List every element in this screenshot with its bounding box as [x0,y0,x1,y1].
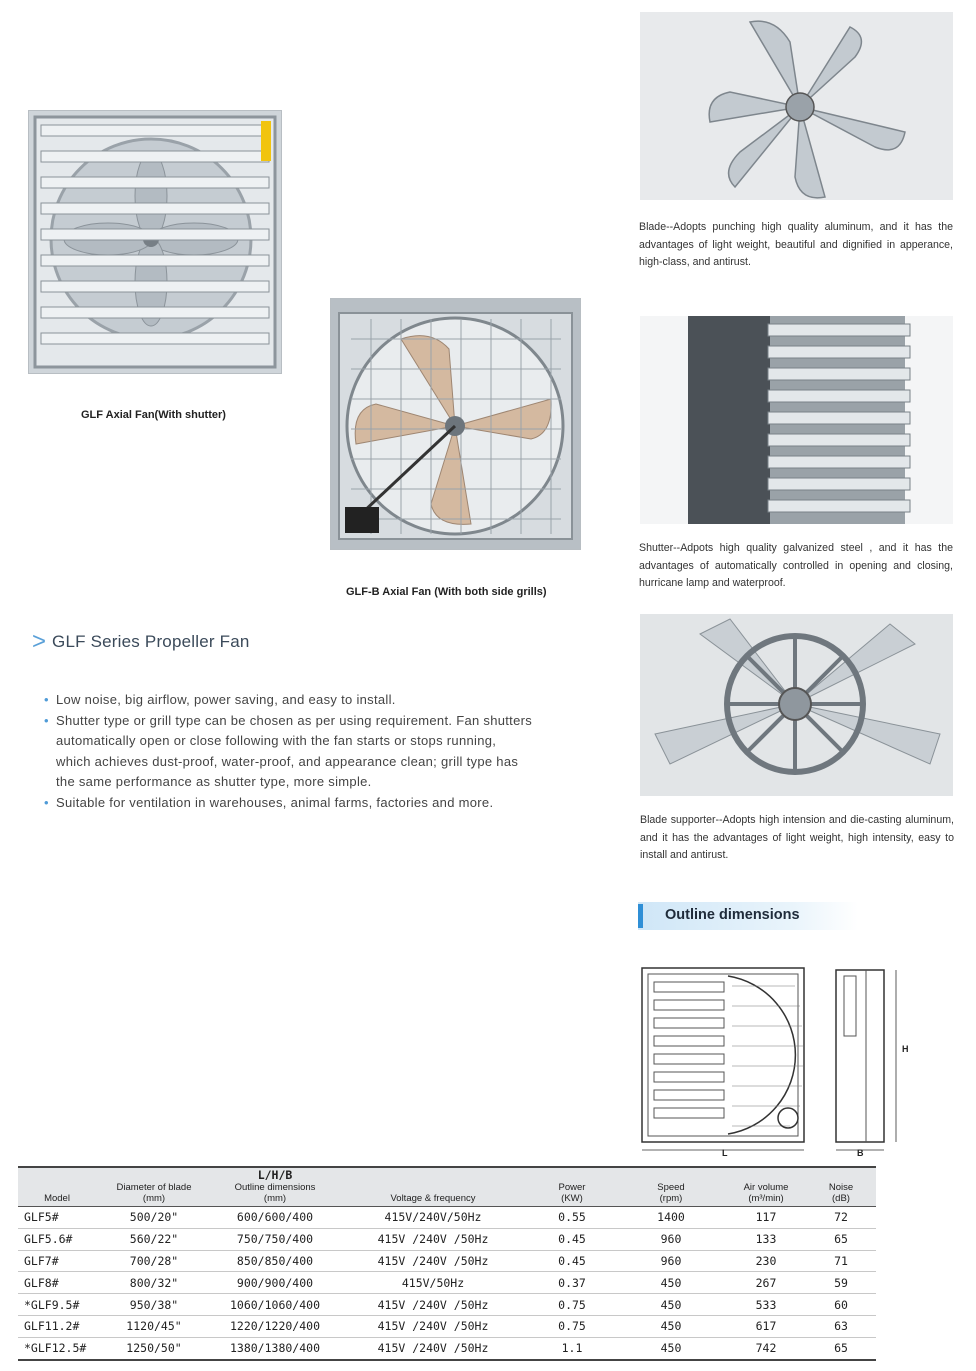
cell-outline: 600/600/400 [212,1207,338,1229]
header-model: Model [18,1167,96,1207]
cell-air-volume: 117 [726,1207,806,1229]
dimension-b-label: B [857,1148,864,1158]
cell-speed: 450 [616,1272,726,1294]
header-power: Power (KW) [528,1167,616,1207]
cell-power: 1.1 [528,1337,616,1359]
cell-power: 0.45 [528,1228,616,1250]
shutter-photo [640,316,953,524]
fan-shutter-illustration [29,111,281,373]
cell-model: *GLF9.5# [18,1294,96,1316]
table-row [18,1207,876,1229]
header-diameter: Diameter of blade (mm) [96,1167,212,1207]
cell-power: 0.45 [528,1250,616,1272]
glf-caption: GLF Axial Fan(With shutter) [81,409,226,421]
cell-outline: 1380/1380/400 [212,1337,338,1359]
blade-description: Blade--Adopts punching high quality aluminum, and it has the advantages of light weight, beautiful and dignified in apperance, high-class, and antirust. [639,221,953,269]
cell-noise: 71 [806,1250,876,1272]
cell-voltage: 415V /240V /50Hz [338,1228,528,1250]
blade-photo [640,12,953,200]
cell-air-volume: 230 [726,1250,806,1272]
header-air-volume: Air volume (m³/min) [726,1167,806,1207]
cell-speed: 960 [616,1228,726,1250]
cell-noise: 65 [806,1228,876,1250]
outline-drawing [640,966,920,1162]
cell-model: GLF7# [18,1250,96,1272]
table-header-row [18,1167,876,1207]
cell-speed: 960 [616,1250,726,1272]
cell-diameter: 500/20" [96,1207,212,1229]
cell-outline: 1060/1060/400 [212,1294,338,1316]
cell-power: 0.55 [528,1207,616,1229]
cell-voltage: 415V /240V /50Hz [338,1250,528,1272]
cell-speed: 450 [616,1315,726,1337]
cell-model: *GLF12.5# [18,1337,96,1359]
dimension-l-label: L [722,1148,728,1158]
cell-outline: 900/900/400 [212,1272,338,1294]
section-title: GLF Series Propeller Fan [52,632,250,651]
feature-item: • Shutter type or grill type can be chosen as per using requirement. Fan shutters automatically open or close following with the fan starts or stops running, which achieves dust-proof, water-proof, and appearance clean; grill type has the same performance as shutter type, more simple. [44,711,534,793]
header-speed: Speed (rpm) [616,1167,726,1207]
cell-outline: 850/850/400 [212,1250,338,1272]
table-row [18,1294,876,1316]
supporter-description: Blade supporter--Adopts high intension and die-casting aluminum, and it has the advantages of light weight, high intensity, easy to install and antirust. [640,814,954,862]
outline-title: Outline dimensions [665,907,800,923]
section-heading [32,630,250,654]
cell-diameter: 950/38" [96,1294,212,1316]
cell-outline: 750/750/400 [212,1228,338,1250]
shutter-illustration [640,316,953,524]
cell-diameter: 800/32" [96,1272,212,1294]
header-outline: L/H/B Outline dimensions (mm) [212,1167,338,1207]
cell-outline: 1220/1220/400 [212,1315,338,1337]
table-row [18,1337,876,1359]
cell-speed: 1400 [616,1207,726,1229]
header-voltage: Voltage & frequency [338,1167,528,1207]
outline-front-view [640,966,920,1162]
cell-air-volume: 533 [726,1294,806,1316]
cell-model: GLF5.6# [18,1228,96,1250]
cell-air-volume: 742 [726,1337,806,1359]
feature-list [44,690,534,814]
cell-model: GLF11.2# [18,1315,96,1337]
feature-item: • Suitable for ventilation in warehouses, animal farms, factories and more. [44,793,534,814]
spec-table [18,1166,876,1361]
cell-voltage: 415V/50Hz [338,1272,528,1294]
cell-diameter: 700/28" [96,1250,212,1272]
supporter-illustration [640,614,953,796]
cell-noise: 65 [806,1337,876,1359]
header-noise: Noise (dB) [806,1167,876,1207]
glfb-fan-photo [330,298,581,550]
table-row [18,1250,876,1272]
outline-heading [638,902,858,930]
cell-model: GLF8# [18,1272,96,1294]
cell-voltage: 415V /240V /50Hz [338,1337,528,1359]
cell-noise: 59 [806,1272,876,1294]
cell-diameter: 560/22" [96,1228,212,1250]
cell-speed: 450 [616,1294,726,1316]
cell-voltage: 415V /240V /50Hz [338,1315,528,1337]
fan-grill-illustration [331,299,580,549]
glf-fan-photo [28,110,282,374]
table-row [18,1272,876,1294]
shutter-description: Shutter--Adpots high quality galvanized steel , and it has the advantages of automatically controlled in opening and closing, hurricane lamp and waterproof. [639,542,953,590]
cell-noise: 63 [806,1315,876,1337]
cell-noise: 60 [806,1294,876,1316]
heading-marker [638,904,643,928]
cell-speed: 450 [616,1337,726,1359]
supporter-photo [640,614,953,796]
table-row [18,1228,876,1250]
glfb-caption: GLF-B Axial Fan (With both side grills) [346,586,547,598]
dimension-h-label: H [902,1044,909,1054]
cell-model: GLF5# [18,1207,96,1229]
cell-voltage: 415V/240V/50Hz [338,1207,528,1229]
cell-power: 0.75 [528,1315,616,1337]
cell-diameter: 1250/50" [96,1337,212,1359]
table-row [18,1315,876,1337]
cell-noise: 72 [806,1207,876,1229]
blade-illustration [640,12,953,200]
cell-voltage: 415V /240V /50Hz [338,1294,528,1316]
cell-power: 0.75 [528,1294,616,1316]
cell-air-volume: 617 [726,1315,806,1337]
cell-air-volume: 267 [726,1272,806,1294]
chevron-right-icon: > [32,628,47,655]
cell-power: 0.37 [528,1272,616,1294]
cell-air-volume: 133 [726,1228,806,1250]
cell-diameter: 1120/45" [96,1315,212,1337]
feature-item: • Low noise, big airflow, power saving, and easy to install. [44,690,534,711]
